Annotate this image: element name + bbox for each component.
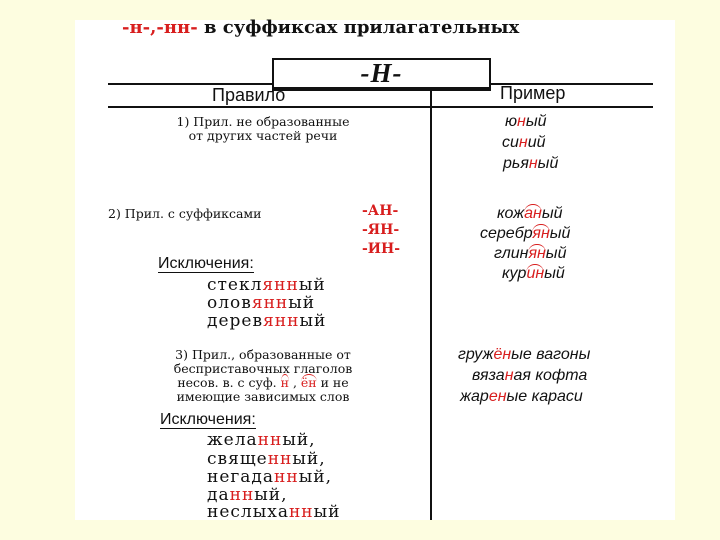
- section2-exception-3: деревянный: [207, 311, 327, 331]
- title-marker: -н-,-нн-: [122, 17, 198, 38]
- section1-example-2: синий: [502, 134, 546, 151]
- section3-exception-2: священный,: [207, 449, 326, 469]
- section3-exceptions-label: Исключения:: [160, 411, 256, 428]
- section3-suffix-n: н: [280, 375, 289, 390]
- section1-rule: 1) Прил. не образованные от других частей речи: [176, 114, 350, 143]
- section3-example-1: гружёные вагоны: [458, 346, 591, 363]
- section2-suffix-in: -ИН-: [362, 241, 401, 257]
- section3-exception-1: желанный,: [207, 430, 316, 450]
- section3-exception-5: неслыханный: [207, 502, 341, 522]
- section3-exception-3: негаданный,: [207, 467, 332, 487]
- section-box: -Н-: [272, 58, 491, 91]
- title-text: в суффиксах прилагательных: [197, 17, 520, 38]
- header-rule: Правило: [212, 85, 286, 105]
- section1-example-3: рьяный: [503, 155, 559, 172]
- header-bottom-line: [108, 106, 653, 108]
- page-title: [122, 17, 519, 38]
- section2-example-2: серебряный: [480, 225, 571, 242]
- section2-rule: 2) Прил. с суффиксами: [108, 206, 262, 221]
- section1-example-1: юный: [505, 113, 547, 130]
- section2-exceptions-label: Исключения:: [158, 255, 254, 272]
- column-divider: [430, 85, 432, 520]
- section3-suffix-yon: ён: [300, 375, 317, 390]
- section3-example-2: вязаная кофта: [472, 367, 588, 384]
- section3-example-3: жареные караси: [460, 388, 583, 405]
- section2-suffix-an: -АН-: [362, 203, 399, 219]
- header-example: Пример: [500, 83, 566, 103]
- section2-exception-2: оловянный: [207, 293, 316, 313]
- section2-suffix-yan: -ЯН-: [362, 222, 400, 238]
- section2-exception-1: стеклянный: [207, 275, 326, 295]
- section3-rule: 3) Прил., образованные от бесприставочных глаголов несов. в. с суф. н , ён и не имеющие зависимых слов: [173, 347, 353, 404]
- section2-example-1: кожаный: [497, 205, 563, 222]
- section2-example-4: куриный: [502, 265, 565, 282]
- section2-example-3: глиняный: [494, 245, 567, 262]
- section3-exception-4: данный,: [207, 485, 288, 505]
